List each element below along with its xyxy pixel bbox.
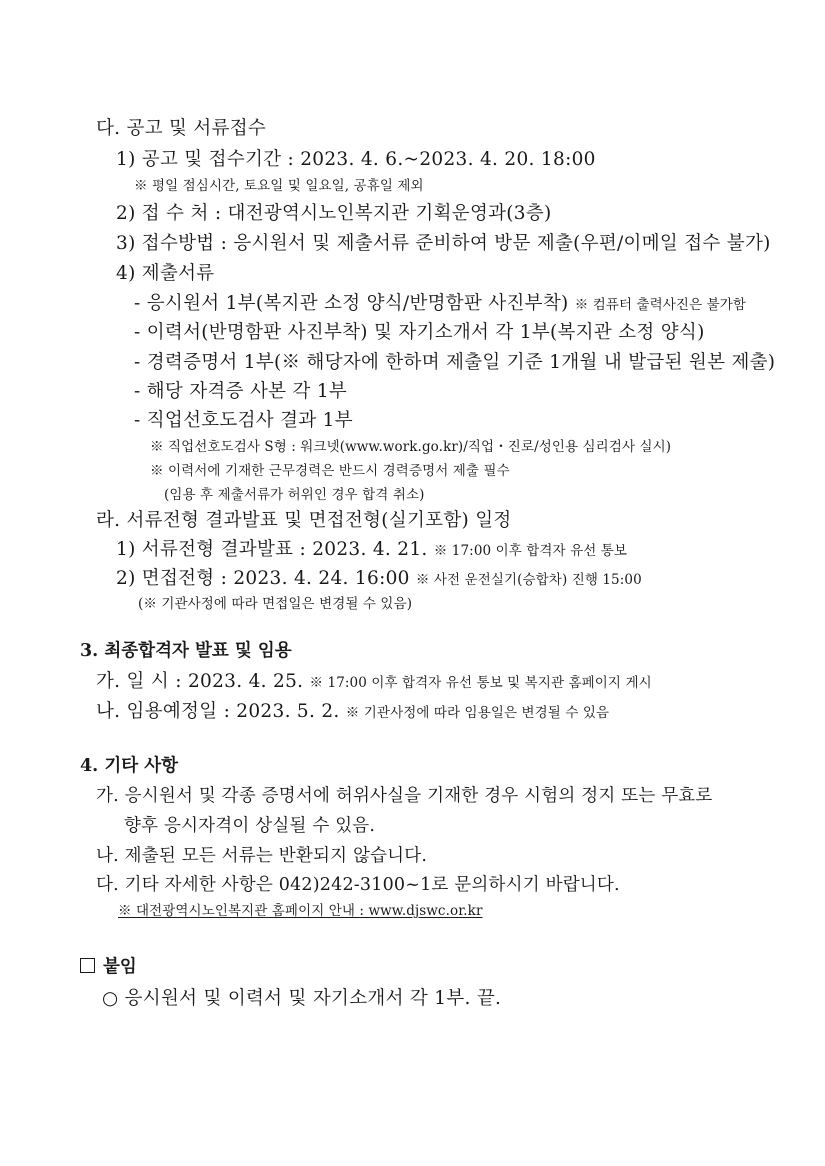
aptitude-test-note: ※ 직업선호도검사 S형 : 워크넷(www.work.go.kr)/직업・진로/성인용 심리검사 실시) xyxy=(150,439,672,455)
doc-item: - 경력증명서 1부(※ 해당자에 한하며 제출일 기준 1개월 내 발급된 원본 제출) xyxy=(134,352,776,373)
documents-heading: 4) 제출서류 xyxy=(116,263,215,284)
false-info-line-2: 향후 응시자격이 상실될 수 있음. xyxy=(124,816,376,836)
doc-item xyxy=(134,295,746,314)
period-line: 1) 공고 및 접수기간 : 2023. 4. 6.~2023. 4. 20. 18:00 xyxy=(116,149,596,170)
section-da-heading: 다. 공고 및 서류접수 xyxy=(96,118,267,139)
announcement-date-line: 가. 일 시 : 2023. 4. 25. ※ 17:00 이후 합격자 유선 통보 및 복지관 홈페이지 게시 xyxy=(96,671,652,692)
document-result-line: 1) 서류전형 결과발표 : 2023. 4. 21. ※ 17:00 이후 합격자 유선 통보 xyxy=(116,539,628,560)
office-line: 2) 접 수 처 : 대전광역시노인복지관 기획운영과(3층) xyxy=(116,203,552,224)
section-ra-heading: 라. 서류전형 결과발표 및 면접전형(실기포함) 일정 xyxy=(96,510,512,531)
doc-item: - 직업선호도검사 결과 1부 xyxy=(134,410,353,431)
false-document-note: (임용 후 제출서류가 허위인 경우 합격 취소) xyxy=(164,487,425,503)
attachment-item: ○ 응시원서 및 이력서 및 자기소개서 각 1부. 끝. xyxy=(102,988,502,1009)
interview-line: 2) 면접전형 : 2023. 4. 24. 16:00 ※ 사전 운전실기(승합차) 진행 15:00 xyxy=(116,568,642,589)
checkbox-square-icon xyxy=(80,958,95,973)
method-line: 3) 접수방법 : 응시원서 및 제출서류 준비하여 방문 제출(우편/이메일 접수 불가) xyxy=(116,233,771,254)
doc-item-main: - 응시원서 1부(복지관 소정 양식/반명함판 사진부착) xyxy=(134,293,575,314)
section3-heading: 3. 최종합격자 발표 및 임용 xyxy=(80,641,292,661)
appointment-date-line: 나. 임용예정일 : 2023. 5. 2. ※ 기관사정에 따라 임용일은 변경될 수 있음 xyxy=(96,701,610,722)
period-note: ※ 평일 점심시간, 토요일 및 일요일, 공휴일 제외 xyxy=(134,178,424,194)
doc-item: - 해당 자격증 사본 각 1부 xyxy=(134,381,348,402)
interview-note: ※ 사전 운전실기(승합차) 진행 15:00 xyxy=(415,572,642,588)
appointment-date-note: ※ 기관사정에 따라 임용일은 변경될 수 있음 xyxy=(345,705,610,721)
interview-change-note: (※ 기관사정에 따라 면접일은 변경될 수 있음) xyxy=(138,596,413,612)
doc-item: - 이력서(반명함판 사진부착) 및 자기소개서 각 1부(복지관 소정 양식) xyxy=(134,322,705,343)
doc-item-note: ※ 컴퓨터 출력사진은 불가함 xyxy=(574,297,747,313)
announcement-date-note: ※ 17:00 이후 합격자 유선 통보 및 복지관 홈페이지 게시 xyxy=(309,675,652,691)
false-info-line-1: 가. 응시원서 및 각종 증명서에 허위사실을 기재한 경우 시험의 정지 또는 무효로 xyxy=(96,786,713,806)
attachment-heading: 붙임 xyxy=(80,958,137,977)
document-result-note: ※ 17:00 이후 합격자 유선 통보 xyxy=(433,543,628,559)
career-note: ※ 이력서에 기재한 근무경력은 반드시 경력증명서 제출 필수 xyxy=(150,463,510,479)
contact-line: 다. 기타 자세한 사항은 042)242-3100~1로 문의하시기 바랍니다. xyxy=(96,875,620,895)
section4-heading: 4. 기타 사항 xyxy=(80,756,179,776)
no-return-line: 나. 제출된 모든 서류는 반환되지 않습니다. xyxy=(96,846,428,866)
homepage-link[interactable]: ※ 대전광역시노인복지관 홈페이지 안내 : www.djswc.or.kr xyxy=(118,903,483,919)
